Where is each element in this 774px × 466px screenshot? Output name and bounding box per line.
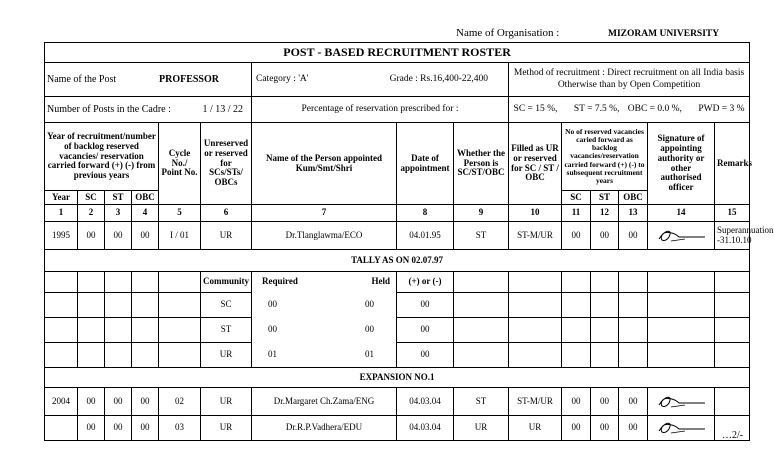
pct-obc: OBC = 0.0 %, bbox=[627, 104, 682, 115]
post-label: Name of the Post bbox=[47, 74, 117, 85]
sub-sc: SC bbox=[78, 191, 105, 205]
row-whether: ST bbox=[454, 222, 509, 250]
col-signature: Signature of appointing authority or other authorised officer bbox=[648, 123, 715, 205]
row-cycle: 02 bbox=[159, 388, 201, 416]
col-number: 11 bbox=[562, 205, 591, 222]
tally-header-row bbox=[45, 272, 750, 293]
org-name: MIZORAM UNIVERSITY bbox=[608, 29, 720, 39]
tally-req-held bbox=[252, 293, 397, 318]
row-st: 00 bbox=[105, 222, 132, 250]
row-st: 00 bbox=[105, 416, 132, 441]
signature-cell bbox=[648, 416, 715, 441]
row-obc: 00 bbox=[132, 222, 159, 250]
category-grade-cell bbox=[252, 63, 509, 97]
tally-community: ST bbox=[201, 318, 252, 343]
row-date: 04.01.95 bbox=[397, 222, 454, 250]
tally-title: TALLY AS ON 02.07.97 bbox=[45, 250, 750, 272]
col-number: 10 bbox=[509, 205, 562, 222]
col-number: 2 bbox=[78, 205, 105, 222]
col-number: 12 bbox=[591, 205, 619, 222]
pct-label: Percentage of reservation prescribed for : bbox=[252, 97, 509, 123]
tally-diff-header: (+) or (-) bbox=[397, 272, 454, 293]
col-number: 15 bbox=[715, 205, 750, 222]
tally-community: UR bbox=[201, 343, 252, 368]
tally-row bbox=[45, 293, 750, 318]
col-number: 3 bbox=[105, 205, 132, 222]
row-year bbox=[45, 416, 78, 441]
row-carried-obc: 00 bbox=[619, 416, 648, 441]
col-cycle: Cycle No./ Point No. bbox=[159, 123, 201, 205]
row-whether: ST bbox=[454, 388, 509, 416]
table-row bbox=[45, 388, 750, 416]
row-sc: 00 bbox=[78, 388, 105, 416]
row-carried-sc: 00 bbox=[562, 222, 591, 250]
tally-required: 01 bbox=[268, 348, 277, 359]
tally-required-header: Required bbox=[262, 276, 298, 287]
row-name: Dr.Margaret Ch.Zama/ENG bbox=[252, 388, 397, 416]
signature-cell bbox=[648, 222, 715, 250]
tally-held: 00 bbox=[365, 324, 374, 335]
sub-sc-carried: SC bbox=[562, 191, 591, 205]
tally-held-header: Held bbox=[371, 276, 390, 287]
tally-required: 00 bbox=[268, 299, 277, 310]
row-cycle: I / 01 bbox=[159, 222, 201, 250]
tally-row bbox=[45, 343, 750, 368]
tally-held: 01 bbox=[365, 348, 374, 359]
row-obc: 00 bbox=[132, 388, 159, 416]
cadre-label: Number of Posts in the Cadre : bbox=[47, 104, 171, 115]
row-carried-st: 00 bbox=[591, 222, 619, 250]
row-filled: ST-M/UR bbox=[509, 388, 562, 416]
tally-diff: 00 bbox=[397, 293, 454, 318]
org-label: Name of Organisation : bbox=[456, 27, 560, 39]
recruitment-method: Method of recruitment : Direct recruitment on all India basis Otherwise than by Open Competition bbox=[509, 63, 750, 97]
sub-st-carried: ST bbox=[591, 191, 619, 205]
post-cell bbox=[45, 63, 252, 97]
col-remarks: Remarks bbox=[715, 123, 750, 205]
sub-obc: OBC bbox=[132, 191, 159, 205]
col-filled: Filled as UR or reserved for SC / ST / OBC bbox=[509, 123, 562, 205]
row-sc: 00 bbox=[78, 222, 105, 250]
row-carried-st: 00 bbox=[591, 416, 619, 441]
page-continuation: …2/- bbox=[722, 430, 744, 441]
row-year: 1995 bbox=[45, 222, 78, 250]
column-number-row bbox=[45, 205, 750, 222]
cadre-cell bbox=[45, 97, 252, 123]
row-remarks: Superannuation -31.10.10 bbox=[715, 222, 750, 250]
row-carried-sc: 00 bbox=[562, 388, 591, 416]
pct-st: ST = 7.5 %, bbox=[573, 104, 620, 115]
col-year-backlog: Year of recruitment/number of backlog reserved vacancies/ reservation carried forward (+) (-) from previous years bbox=[45, 123, 159, 191]
row-status: UR bbox=[201, 416, 252, 441]
pct-sc: SC = 15 %, bbox=[513, 104, 558, 115]
row-filled: ST-M/UR bbox=[509, 222, 562, 250]
col-number: 6 bbox=[201, 205, 252, 222]
row-remarks bbox=[715, 388, 750, 416]
row-st: 00 bbox=[105, 388, 132, 416]
roster-title: POST - BASED RECRUITMENT ROSTER bbox=[45, 43, 750, 63]
row-date: 04.03.04 bbox=[397, 388, 454, 416]
row-whether: UR bbox=[454, 416, 509, 441]
category: Category : 'A' bbox=[256, 74, 309, 85]
col-date: Date of appointment bbox=[397, 123, 454, 205]
expansion-title: EXPANSION NO.1 bbox=[45, 368, 750, 388]
sub-obc-carried: OBC bbox=[619, 191, 648, 205]
col-number: 13 bbox=[619, 205, 648, 222]
tally-diff: 00 bbox=[397, 343, 454, 368]
signature-icon bbox=[655, 227, 707, 245]
row-cycle: 03 bbox=[159, 416, 201, 441]
row-name: Dr.R.P.Vadhera/EDU bbox=[252, 416, 397, 441]
row-carried-obc: 00 bbox=[619, 222, 648, 250]
col-number: 7 bbox=[252, 205, 397, 222]
signature-icon bbox=[655, 419, 707, 437]
col-number: 9 bbox=[454, 205, 509, 222]
signature-cell bbox=[648, 388, 715, 416]
post-value: PROFESSOR bbox=[158, 74, 219, 85]
tally-req-held bbox=[252, 318, 397, 343]
col-number: 5 bbox=[159, 205, 201, 222]
row-carried-obc: 00 bbox=[619, 388, 648, 416]
row-date: 04.03.04 bbox=[397, 416, 454, 441]
row-sc: 00 bbox=[78, 416, 105, 441]
tally-diff: 00 bbox=[397, 318, 454, 343]
row-status: UR bbox=[201, 222, 252, 250]
tally-req-held-header bbox=[252, 272, 397, 293]
tally-community-header: Community bbox=[201, 272, 252, 293]
tally-required: 00 bbox=[268, 324, 277, 335]
tally-held: 00 bbox=[365, 299, 374, 310]
tally-req-held bbox=[252, 343, 397, 368]
pct-pwd: PWD = 3 % bbox=[698, 104, 745, 115]
col-number: 1 bbox=[45, 205, 78, 222]
row-carried-sc: 00 bbox=[562, 416, 591, 441]
row-obc: 00 bbox=[132, 416, 159, 441]
col-carried: No of reserved vacancies caried forward as backlog vacancies/reservation carried forward (+) (-) to subsequent recruitment years bbox=[562, 123, 648, 191]
cadre-value: 1 / 13 / 22 bbox=[202, 104, 243, 115]
tally-community: SC bbox=[201, 293, 252, 318]
col-number: 14 bbox=[648, 205, 715, 222]
sub-year: Year bbox=[45, 191, 78, 205]
pct-values bbox=[509, 97, 750, 123]
tally-row bbox=[45, 318, 750, 343]
row-status: UR bbox=[201, 388, 252, 416]
col-number: 4 bbox=[132, 205, 159, 222]
table-row bbox=[45, 416, 750, 441]
col-unreserved: Unreserved or reserved for SCs/STs/ OBCs bbox=[201, 123, 252, 205]
col-number: 8 bbox=[397, 205, 454, 222]
col-person: Name of the Person appointed Kum/Smt/Shri bbox=[252, 123, 397, 205]
row-filled: UR bbox=[509, 416, 562, 441]
row-year: 2004 bbox=[45, 388, 78, 416]
table-row bbox=[45, 222, 750, 250]
roster-table bbox=[44, 42, 774, 441]
row-carried-st: 00 bbox=[591, 388, 619, 416]
signature-icon bbox=[655, 393, 707, 411]
grade: Grade : Rs.16,400-22,400 bbox=[389, 74, 488, 85]
col-whether: Whether the Person is SC/ST/OBC bbox=[454, 123, 509, 205]
row-name: Dr.Tlanglawma/ECO bbox=[252, 222, 397, 250]
sub-st: ST bbox=[105, 191, 132, 205]
